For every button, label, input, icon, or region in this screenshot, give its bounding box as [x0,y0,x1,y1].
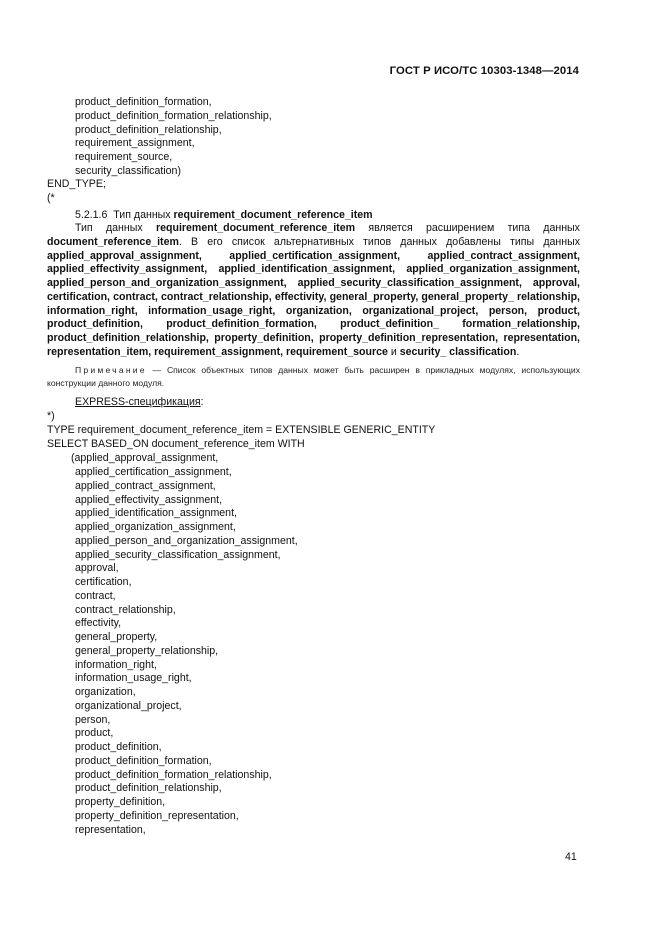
select-list-item: information_usage_right, [75,672,192,685]
select-list-item: approval, [75,562,119,575]
select-list-item: representation, [75,823,146,836]
para-entity-4: security_ classification [399,345,517,358]
code-list-item: requirement_assignment, [75,137,195,150]
select-list-item: effectivity, [75,617,122,630]
select-list-item: product_definition, [75,741,162,753]
section-heading [75,209,373,222]
select-list-item: applied_contract_assignment, [75,479,216,492]
select-list-item: property_definition, [75,796,166,808]
description-paragraph [47,222,580,360]
code-list-item: product_definition_relationship, [75,123,222,136]
section-title-prefix: Тип данных [113,209,171,221]
para-text-2: является расширением типа данных [368,222,580,234]
para-entity-list: applied_approval_assignment, applied_certification_assignment, applied_contract_assignment, applied_effectivity_assignment, applied_identification_assignment, applied_organization_assignment, applied_person_and_organization_assignment, applied_security_classification_assignment, approval, certification, contract, contract_relationship, effectivity, general_property, general_property_ relationship, information_right, information_usage_right, organization, organizational_project, person, product, product_definition, product_definition_formation, product_definition_ formation_relationship, product_definition_relationship, property_definition, property_definition_representation, representation, representation_item, requirement_assignment, requirement_source [47,249,580,358]
para-entity-2: document_reference_item [47,235,179,248]
select-list-item: general_property_relationship, [75,644,219,657]
section-title-entity: requirement_document_reference_item [173,209,373,221]
select-list-item: product, [75,727,114,740]
code-list-item: product_definition_formation_relationship, [75,109,272,122]
note-label: Примечание [75,365,147,375]
end-type-line: END_TYPE; [47,178,106,190]
select-list-item: applied_security_classification_assignment, [75,548,281,561]
select-list-item: general_property, [75,631,158,643]
code-list-item: requirement_source, [75,151,173,164]
select-list-item: applied_certification_assignment, [75,466,232,478]
note-text: — Список объектных типов данных может быть расширен в прикладных модулях, использующих конструкции данного модуля. [47,365,580,388]
para-text-1: Тип данных [75,222,143,234]
para-entity-1: requirement_document_reference_item [156,222,356,234]
code-list-item: security_classification) [75,165,181,177]
select-list-item: applied_identification_assignment, [75,507,237,520]
select-list-item: certification, [75,576,132,588]
select-list-item: applied_organization_assignment, [75,521,236,533]
section-number: 5.2.1.6 [75,209,108,221]
select-list-item: product_definition_relationship, [75,782,222,795]
express-label-text: EXPRESS-спецификация [75,396,201,408]
select-list-item: applied_person_and_organization_assignment, [75,534,298,547]
select-first-item: (applied_approval_assignment, [71,452,219,464]
select-list-item: contract, [75,589,116,602]
select-list-item: product_definition_formation, [75,754,212,767]
document-header: ГОСТ Р ИСО/ТС 10303-1348—2014 [389,65,579,77]
select-list-item: information_right, [75,658,157,671]
select-list-item: contract_relationship, [75,603,176,616]
para-text-3: . В его список альтернативных типов данных добавлены типы данных [178,235,580,248]
select-list-item: product_definition_formation_relationship, [75,768,272,781]
note-paragraph [47,364,580,389]
select-list-item: property_definition_representation, [75,809,239,822]
type-declaration: TYPE requirement_document_reference_item = EXTENSIBLE GENERIC_ENTITY [47,424,436,436]
select-declaration: SELECT BASED_ON document_reference_item WITH [47,438,305,450]
select-list-item: organizational_project, [75,699,182,712]
select-list-item: person, [75,713,111,726]
page-number: 41 [565,851,577,863]
express-label-colon: : [200,396,204,408]
para-text-5: . [516,345,520,358]
express-label [75,396,204,409]
comment-close: *) [47,410,55,422]
code-list-item: product_definition_formation, [75,96,212,108]
para-text-4: и [390,345,397,358]
select-list-item: applied_effectivity_assignment, [75,493,223,506]
select-list-item: organization, [75,686,136,698]
comment-open: (* [47,192,55,204]
